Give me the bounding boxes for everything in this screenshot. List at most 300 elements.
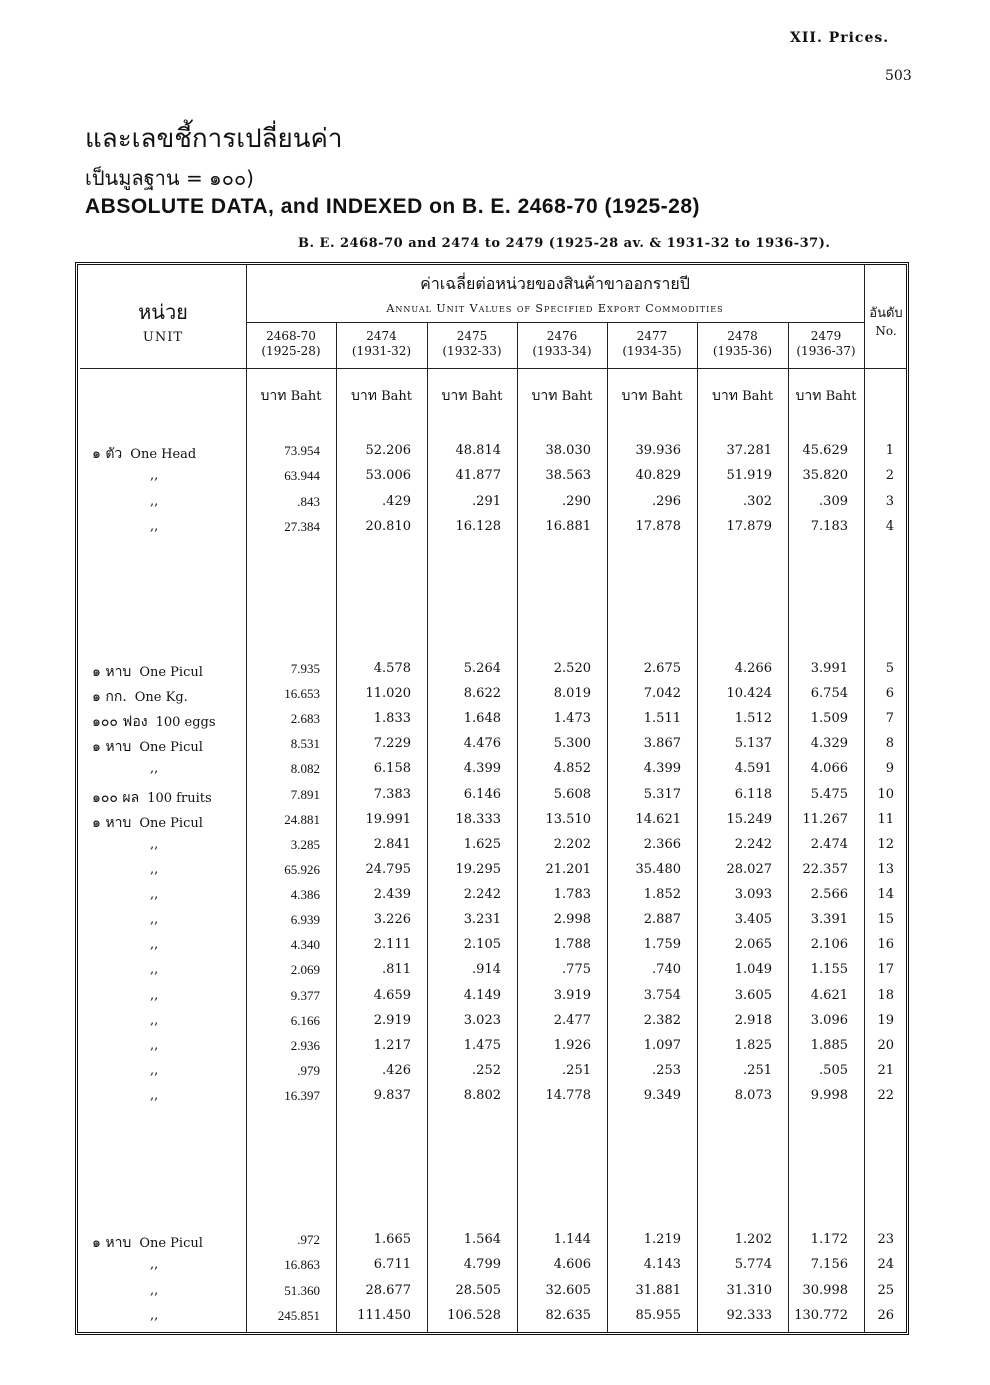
value-cell: 2.439	[373, 887, 411, 902]
unit-en: One Picul	[139, 816, 203, 831]
value-cell: 17.879	[726, 519, 772, 534]
row-number: 25	[877, 1283, 894, 1298]
row-number: 23	[877, 1232, 894, 1247]
value-cell: 1.926	[553, 1038, 591, 1053]
currency-thai: บาท	[795, 388, 822, 404]
value-cell: 19.991	[365, 812, 411, 827]
value-cell: 106.528	[447, 1308, 501, 1323]
unit-cell	[150, 1308, 158, 1323]
value-cell: 85.955	[635, 1308, 681, 1323]
currency-thai: บาท	[441, 388, 468, 404]
unit-cell	[150, 837, 158, 852]
unit-thai: ๑๐๐ ผล	[92, 790, 140, 806]
value-cell: .251	[562, 1063, 591, 1078]
value-cell: 1.217	[373, 1038, 411, 1053]
column-header-ad: (1936-37)	[796, 344, 856, 358]
value-cell: 3.919	[553, 988, 591, 1003]
unit-thai: ๑๐๐ ฟอง	[92, 714, 148, 730]
currency-en: Baht	[561, 389, 593, 404]
value-cell: 11.267	[802, 812, 848, 827]
row-number: 22	[877, 1088, 894, 1103]
value-cell: 14.778	[545, 1088, 591, 1103]
column-header-be: 2479	[810, 329, 842, 343]
value-cell: 245.851	[277, 1308, 320, 1323]
value-cell: 5.317	[643, 787, 681, 802]
value-cell: 111.450	[357, 1308, 411, 1323]
value-cell: 4.799	[463, 1257, 501, 1272]
unit-en: One Picul	[139, 1236, 203, 1251]
value-cell: 21.201	[545, 862, 591, 877]
unit-cell	[92, 812, 203, 834]
value-cell: 1.783	[553, 887, 591, 902]
value-cell: 1.512	[734, 711, 772, 726]
unit-cell	[92, 686, 188, 708]
value-cell: 40.829	[635, 468, 681, 483]
value-cell: 38.563	[545, 468, 591, 483]
unit-en: ,,	[150, 887, 159, 902]
unit-en: One Picul	[139, 665, 203, 680]
value-cell: 2.919	[373, 1013, 411, 1028]
value-cell: 5.264	[463, 661, 501, 676]
value-cell: 9.998	[810, 1088, 848, 1103]
header-rule	[80, 368, 906, 369]
value-cell: 63.944	[284, 468, 320, 483]
value-cell: .291	[472, 494, 501, 509]
unit-en: One Kg.	[134, 690, 188, 705]
currency-label	[607, 385, 697, 407]
unit-en: One Head	[130, 447, 197, 462]
value-cell: .811	[382, 962, 411, 977]
value-cell: 4.149	[463, 988, 501, 1003]
value-cell: 1.155	[810, 962, 848, 977]
currency-en: Baht	[290, 389, 322, 404]
value-cell: .972	[297, 1232, 320, 1247]
row-number: 13	[877, 862, 894, 877]
no-header-thai: อันดับ	[869, 306, 903, 321]
value-cell: 92.333	[726, 1308, 772, 1323]
value-cell: 2.105	[463, 937, 501, 952]
value-cell: 24.795	[365, 862, 411, 877]
unit-en: One Picul	[139, 740, 203, 755]
unit-thai: ๑ กก.	[92, 689, 127, 705]
value-cell: 5.608	[553, 787, 591, 802]
row-number: 16	[877, 937, 894, 952]
value-cell: .309	[819, 494, 848, 509]
unit-cell	[150, 1088, 158, 1103]
unit-thai: ๑ หาบ	[92, 739, 132, 755]
unit-en: ,,	[150, 1257, 159, 1272]
unit-thai: ๑ หาบ	[92, 664, 132, 680]
value-cell: 8.622	[463, 686, 501, 701]
value-cell: 1.475	[463, 1038, 501, 1053]
value-cell: 45.629	[802, 443, 848, 458]
column-header-be: 2475	[456, 329, 488, 343]
group-header-en: Annual Unit Values of Specified Export Commodities	[386, 302, 724, 315]
value-cell: 52.206	[365, 443, 411, 458]
value-cell: 6.146	[463, 787, 501, 802]
row-number: 10	[877, 787, 894, 802]
value-cell: 2.382	[643, 1013, 681, 1028]
column-header-be: 2476	[546, 329, 578, 343]
value-cell: 17.878	[635, 519, 681, 534]
value-cell: .252	[472, 1063, 501, 1078]
value-cell: 24.881	[284, 812, 320, 827]
unit-cell	[92, 787, 212, 809]
value-cell: 6.158	[373, 761, 411, 776]
unit-en: 100 eggs	[155, 715, 216, 730]
value-cell: 3.093	[734, 887, 772, 902]
column-header-be: 2477	[636, 329, 668, 343]
currency-label	[336, 385, 427, 407]
row-number: 24	[877, 1257, 894, 1272]
value-cell: 2.998	[553, 912, 591, 927]
value-cell: 7.229	[373, 736, 411, 751]
value-cell: 4.476	[463, 736, 501, 751]
value-cell: 20.810	[365, 519, 411, 534]
value-cell: 22.357	[802, 862, 848, 877]
value-cell: 73.954	[284, 443, 320, 458]
value-cell: 3.023	[463, 1013, 501, 1028]
unit-header-thai: หน่วย	[138, 300, 188, 324]
value-cell: 1.097	[643, 1038, 681, 1053]
unit-cell	[150, 887, 158, 902]
value-cell: 4.852	[553, 761, 591, 776]
value-cell: 1.788	[553, 937, 591, 952]
unit-cell	[150, 761, 158, 776]
value-cell: .505	[819, 1063, 848, 1078]
value-cell: 3.096	[810, 1013, 848, 1028]
value-cell: 8.531	[290, 736, 320, 751]
value-cell: 1.172	[810, 1232, 848, 1247]
value-cell: 16.397	[284, 1088, 320, 1103]
value-cell: 5.475	[810, 787, 848, 802]
value-cell: 1.473	[553, 711, 591, 726]
value-cell: 2.936	[290, 1038, 320, 1053]
row-number: 6	[885, 686, 894, 701]
unit-en: ,,	[150, 468, 159, 483]
column-header-ad: (1932-33)	[442, 344, 502, 358]
value-cell: 8.082	[290, 761, 320, 776]
row-number: 8	[885, 736, 894, 751]
value-cell: 16.128	[455, 519, 501, 534]
value-cell: 35.480	[635, 862, 681, 877]
value-cell: 1.648	[463, 711, 501, 726]
column-header-ad: (1925-28)	[261, 344, 321, 358]
currency-en: Baht	[825, 389, 857, 404]
currency-en: Baht	[381, 389, 413, 404]
value-cell: 4.399	[643, 761, 681, 776]
value-cell: 5.774	[734, 1257, 772, 1272]
value-cell: 2.065	[734, 937, 772, 952]
row-number: 5	[885, 661, 894, 676]
row-number: 11	[877, 812, 894, 827]
value-cell: 19.295	[455, 862, 501, 877]
unit-en: ,,	[150, 761, 159, 776]
value-cell: 3.605	[734, 988, 772, 1003]
unit-cell	[92, 736, 203, 758]
value-cell: 7.042	[643, 686, 681, 701]
value-cell: 4.386	[290, 887, 320, 902]
value-cell: 2.242	[463, 887, 501, 902]
value-cell: 51.360	[284, 1283, 320, 1298]
unit-cell	[150, 1038, 158, 1053]
value-cell: 6.711	[373, 1257, 411, 1272]
column-header-ad: (1935-36)	[712, 344, 773, 358]
value-cell: .290	[562, 494, 591, 509]
value-cell: 1.625	[463, 837, 501, 852]
value-cell: 4.340	[290, 937, 320, 952]
value-cell: 4.266	[734, 661, 772, 676]
value-cell: 2.202	[553, 837, 591, 852]
value-cell: 2.366	[643, 837, 681, 852]
currency-thai: บาท	[350, 388, 377, 404]
value-cell: 2.683	[290, 711, 320, 726]
row-number: 15	[877, 912, 894, 927]
row-number: 18	[877, 988, 894, 1003]
value-cell: 48.814	[455, 443, 501, 458]
value-cell: 65.926	[284, 862, 320, 877]
group-header-rule	[246, 322, 864, 323]
currency-label	[697, 385, 788, 407]
value-cell: 4.399	[463, 761, 501, 776]
unit-cell	[150, 1063, 158, 1078]
value-cell: 13.510	[545, 812, 591, 827]
value-cell: 38.030	[545, 443, 591, 458]
value-cell: 14.621	[635, 812, 681, 827]
value-cell: .302	[743, 494, 772, 509]
column-header	[336, 329, 427, 359]
value-cell: 3.226	[373, 912, 411, 927]
group-header-thai: ค่าเฉลี่ยต่อหน่วยของสินค้าขาออกรายปี	[420, 274, 690, 293]
english-title: ABSOLUTE DATA, and INDEXED on B. E. 2468-70 (1925-28)	[85, 195, 701, 218]
value-cell: 2.474	[810, 837, 848, 852]
row-number: 1	[885, 443, 894, 458]
column-header-ad: (1931-32)	[351, 344, 412, 358]
row-number: 20	[877, 1038, 894, 1053]
row-number: 14	[877, 887, 894, 902]
value-cell: 3.391	[810, 912, 848, 927]
unit-en: ,,	[150, 1063, 159, 1078]
value-cell: 1.665	[373, 1232, 411, 1247]
value-cell: .296	[652, 494, 681, 509]
value-cell: 1.202	[734, 1232, 772, 1247]
column-header	[427, 329, 517, 359]
value-cell: 10.424	[726, 686, 772, 701]
unit-en: ,,	[150, 519, 159, 534]
value-cell: 1.759	[643, 937, 681, 952]
value-cell: 2.887	[643, 912, 681, 927]
row-number: 26	[877, 1308, 894, 1323]
value-cell: 7.183	[810, 519, 848, 534]
currency-thai: บาท	[260, 388, 287, 404]
value-cell: 1.219	[643, 1232, 681, 1247]
row-number: 4	[885, 519, 894, 534]
unit-cell	[92, 661, 203, 683]
row-number: 2	[885, 468, 894, 483]
unit-cell	[150, 1283, 158, 1298]
value-cell: 2.242	[734, 837, 772, 852]
currency-en: Baht	[742, 389, 774, 404]
unit-cell	[150, 468, 158, 483]
value-cell: .979	[297, 1063, 320, 1078]
unit-cell	[150, 1257, 158, 1272]
unit-cell	[150, 988, 158, 1003]
column-header-ad: (1934-35)	[622, 344, 682, 358]
value-cell: 7.935	[290, 661, 320, 676]
value-cell: 30.998	[802, 1283, 848, 1298]
currency-thai: บาท	[531, 388, 558, 404]
value-cell: 4.329	[810, 736, 848, 751]
value-cell: 51.919	[726, 468, 772, 483]
unit-en: ,,	[150, 862, 159, 877]
value-cell: 1.825	[734, 1038, 772, 1053]
unit-en: ,,	[150, 912, 159, 927]
value-cell: .914	[472, 962, 501, 977]
value-cell: 4.143	[643, 1257, 681, 1272]
unit-cell	[150, 862, 158, 877]
currency-label	[427, 385, 517, 407]
unit-cell	[92, 443, 196, 465]
value-cell: .253	[652, 1063, 681, 1078]
unit-en: ,,	[150, 1308, 159, 1323]
row-number: 19	[877, 1013, 894, 1028]
no-header-en: No.	[875, 324, 897, 338]
column-header	[246, 329, 336, 359]
value-cell: 4.578	[373, 661, 411, 676]
unit-cell	[150, 519, 158, 534]
value-cell: 1.564	[463, 1232, 501, 1247]
unit-cell	[150, 962, 158, 977]
value-cell: 2.566	[810, 887, 848, 902]
row-number: 7	[885, 711, 894, 726]
value-cell: 28.505	[455, 1283, 501, 1298]
unit-en: ,,	[150, 937, 159, 952]
value-cell: 2.106	[810, 937, 848, 952]
value-cell: 1.509	[810, 711, 848, 726]
value-cell: 2.111	[373, 937, 411, 952]
value-cell: 2.841	[373, 837, 411, 852]
value-cell: .740	[652, 962, 681, 977]
thai-subtitle: เป็นมูลฐาน = ๑๐๐)	[85, 166, 254, 190]
column-header-be: 2474	[366, 329, 397, 343]
value-cell: 6.939	[290, 912, 320, 927]
row-number: 12	[877, 837, 894, 852]
value-cell: .426	[382, 1063, 411, 1078]
column-header-ad: (1933-34)	[532, 344, 592, 358]
unit-thai: ๑ หาบ	[92, 1235, 132, 1251]
value-cell: 6.118	[734, 787, 772, 802]
value-cell: 8.019	[553, 686, 591, 701]
value-cell: 1.511	[643, 711, 681, 726]
value-cell: 9.349	[643, 1088, 681, 1103]
value-cell: 32.605	[545, 1283, 591, 1298]
value-cell: 18.333	[455, 812, 501, 827]
value-cell: 8.073	[734, 1088, 772, 1103]
value-cell: 3.754	[643, 988, 681, 1003]
unit-cell	[92, 1232, 203, 1254]
value-cell: 8.802	[463, 1088, 501, 1103]
row-number: 9	[885, 761, 894, 776]
currency-label	[788, 385, 864, 407]
unit-header-en: UNIT	[142, 330, 184, 345]
value-cell: 1.885	[810, 1038, 848, 1053]
currency-en: Baht	[471, 389, 503, 404]
value-cell: 4.066	[810, 761, 848, 776]
value-cell: 31.881	[635, 1283, 681, 1298]
value-cell: 16.653	[284, 686, 320, 701]
unit-en: ,,	[150, 494, 159, 509]
value-cell: 3.231	[463, 912, 501, 927]
value-cell: 6.754	[810, 686, 848, 701]
value-cell: 16.881	[545, 519, 591, 534]
unit-thai: ๑ ตัว	[92, 446, 123, 462]
value-cell: 27.384	[284, 519, 320, 534]
unit-en: ,,	[150, 988, 159, 1003]
column-header-be: 2468-70	[266, 329, 316, 343]
unit-en: ,,	[150, 837, 159, 852]
english-subtitle: B. E. 2468-70 and 2474 to 2479 (1925-28 av. & 1931-32 to 1936-37).	[298, 236, 831, 251]
value-cell: 2.520	[553, 661, 591, 676]
unit-cell	[150, 1013, 158, 1028]
value-cell: 7.383	[373, 787, 411, 802]
value-cell: .429	[382, 494, 411, 509]
row-number: 17	[877, 962, 894, 977]
value-cell: 4.606	[553, 1257, 591, 1272]
value-cell: 31.310	[726, 1283, 772, 1298]
value-cell: 2.675	[643, 661, 681, 676]
value-cell: .775	[562, 962, 591, 977]
unit-en: 100 fruits	[147, 791, 212, 806]
value-cell: 3.285	[290, 837, 320, 852]
value-cell: 9.377	[290, 988, 320, 1003]
column-header	[517, 329, 607, 359]
value-cell: 1.049	[734, 962, 772, 977]
value-cell: 39.936	[635, 443, 681, 458]
value-cell: 41.877	[455, 468, 501, 483]
unit-cell	[92, 711, 216, 733]
value-cell: 53.006	[365, 468, 411, 483]
value-cell: .843	[297, 494, 320, 509]
unit-en: ,,	[150, 1038, 159, 1053]
unit-cell	[150, 937, 158, 952]
column-header	[607, 329, 697, 359]
value-cell: 7.156	[810, 1257, 848, 1272]
value-cell: 4.621	[810, 988, 848, 1003]
value-cell: 2.918	[734, 1013, 772, 1028]
value-cell: .251	[743, 1063, 772, 1078]
value-cell: 1.852	[643, 887, 681, 902]
value-cell: 1.144	[553, 1232, 591, 1247]
currency-en: Baht	[651, 389, 683, 404]
value-cell: 2.477	[553, 1013, 591, 1028]
value-cell: 28.027	[726, 862, 772, 877]
row-number: 3	[885, 494, 894, 509]
thai-title: และเลขชี้การเปลี่ยนค่า	[85, 124, 343, 154]
value-cell: 16.863	[284, 1257, 320, 1272]
value-cell: 3.405	[734, 912, 772, 927]
value-cell: 11.020	[365, 686, 411, 701]
unit-en: ,,	[150, 962, 159, 977]
value-cell: 5.300	[553, 736, 591, 751]
unit-cell	[150, 494, 158, 509]
unit-en: ,,	[150, 1283, 159, 1298]
section-header: XII. Prices.	[790, 30, 890, 46]
value-cell: 4.591	[734, 761, 772, 776]
value-cell: 6.166	[290, 1013, 320, 1028]
currency-label	[246, 385, 336, 407]
column-header-be: 2478	[727, 329, 758, 343]
column-header	[788, 329, 864, 359]
